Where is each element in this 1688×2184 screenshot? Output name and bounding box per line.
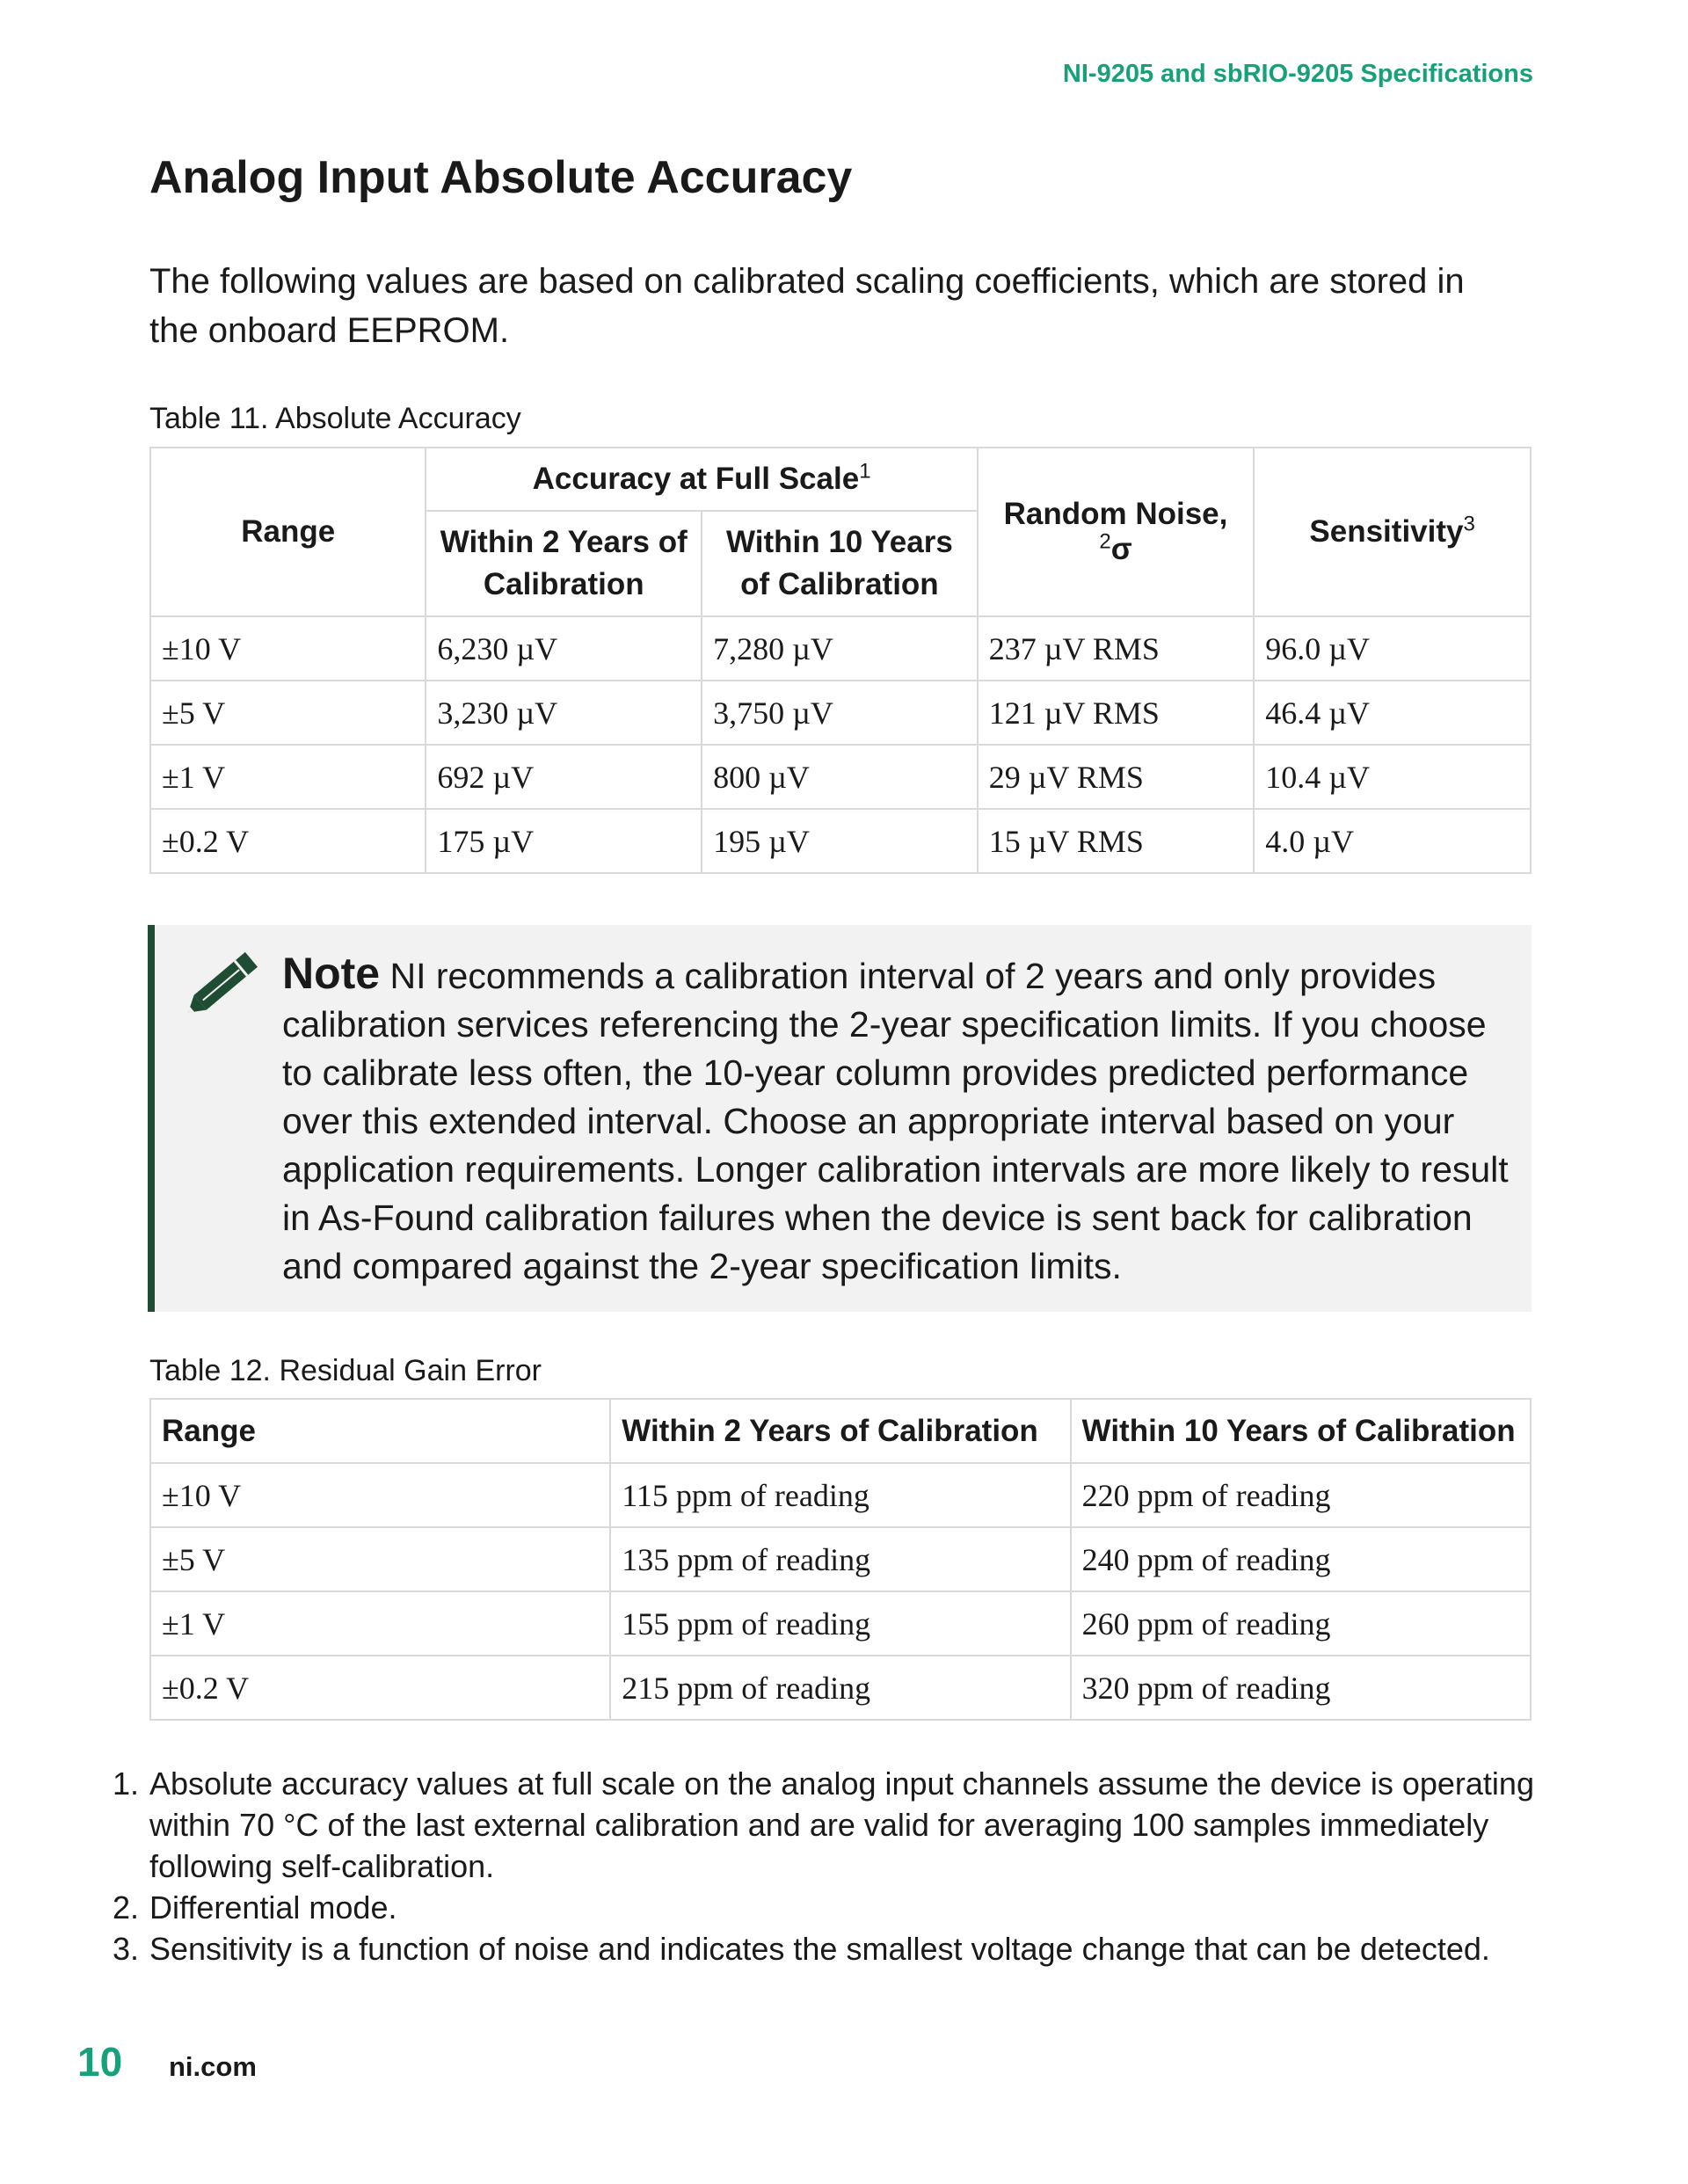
- table-row: [150, 745, 1531, 809]
- cell-sensitivity: 46.4 µV: [1254, 681, 1531, 745]
- footnote-ref-2: 2: [1099, 529, 1111, 554]
- cell-range: ±10 V: [150, 1463, 610, 1527]
- note-callout: [148, 925, 1532, 1312]
- cell-within-10-years: 260 ppm of reading: [1071, 1591, 1531, 1656]
- table-row: [150, 616, 1531, 681]
- cell-range: ±10 V: [150, 616, 426, 681]
- table12-caption: Table 12. Residual Gain Error: [149, 1354, 542, 1387]
- header-sensitivity: Sensitivity$^3$: [1254, 448, 1531, 616]
- document-title: NI-9205 and sbRIO-9205 Specifications: [1062, 60, 1533, 88]
- cell-within-10-years: 195 µV: [702, 809, 978, 873]
- cell-range: ±0.2 V: [150, 809, 426, 873]
- cell-within-10-years: 3,750 µV: [702, 681, 978, 745]
- cell-within-2-years: 135 ppm of reading: [610, 1527, 1070, 1591]
- header-within-2-years: Within 2 Years of Calibration: [426, 511, 702, 616]
- cell-sensitivity: 96.0 µV: [1254, 616, 1531, 681]
- cell-random-noise: 121 µV RMS: [978, 681, 1255, 745]
- cell-within-2-years: 692 µV: [426, 745, 702, 809]
- header-accuracy-full-scale: Accuracy at Full Scale$^1$: [426, 448, 977, 511]
- cell-range: ±0.2 V: [150, 1656, 610, 1720]
- absolute-accuracy-table: [149, 447, 1532, 874]
- footnote-2: 2. Differential mode.: [148, 1887, 1572, 1928]
- cell-range: ±1 V: [150, 745, 426, 809]
- page-number: 10: [77, 2039, 123, 2085]
- table-row: [150, 1591, 1531, 1656]
- table-row: [150, 809, 1531, 873]
- section-title: Analog Input Absolute Accuracy: [149, 152, 853, 203]
- footnote-1: 1. Absolute accuracy values at full scale on the analog input channels assume the device is operating within 70 °C of the last external calibration and are valid for averaging 100 samples immediately following self-calibration.: [148, 1763, 1572, 1887]
- cell-sensitivity: 4.0 µV: [1254, 809, 1531, 873]
- table-row: [150, 1656, 1531, 1720]
- cell-range: ±1 V: [150, 1591, 610, 1656]
- cell-within-2-years: 175 µV: [426, 809, 702, 873]
- header-range: Range: [150, 1399, 610, 1463]
- header-within-2-years: Within 2 Years of Calibration: [610, 1399, 1070, 1463]
- footnote-ref-3: 3: [1463, 512, 1475, 536]
- cell-random-noise: 237 µV RMS: [978, 616, 1255, 681]
- cell-within-2-years: 155 ppm of reading: [610, 1591, 1070, 1656]
- cell-within-10-years: 7,280 µV: [702, 616, 978, 681]
- cell-within-10-years: 220 ppm of reading: [1071, 1463, 1531, 1527]
- note-label: Note: [282, 949, 381, 998]
- table-row: [150, 1527, 1531, 1591]
- cell-within-2-years: 6,230 µV: [426, 616, 702, 681]
- footnotes-list: [106, 1763, 1572, 1969]
- pencil-icon: [174, 935, 271, 1032]
- table11-caption: Table 11. Absolute Accuracy: [149, 402, 521, 435]
- cell-within-10-years: 800 µV: [702, 745, 978, 809]
- footnote-3: 3. Sensitivity is a function of noise and indicates the smallest voltage change that can be detected.: [148, 1928, 1572, 1969]
- header-within-10-years: Within 10 Years of Calibration: [702, 511, 978, 616]
- header-within-10-years: Within 10 Years of Calibration: [1071, 1399, 1531, 1463]
- cell-within-2-years: 215 ppm of reading: [610, 1656, 1070, 1720]
- header-random-noise: Random Noise, $^2$σ: [978, 448, 1255, 616]
- intro-paragraph: The following values are based on calibrated scaling coefficients, which are stored in the onboard EEPROM.: [149, 262, 1465, 350]
- cell-random-noise: 29 µV RMS: [978, 745, 1255, 809]
- cell-random-noise: 15 µV RMS: [978, 809, 1255, 873]
- cell-within-2-years: 115 ppm of reading: [610, 1463, 1070, 1527]
- cell-sensitivity: 10.4 µV: [1254, 745, 1531, 809]
- cell-within-10-years: 240 ppm of reading: [1071, 1527, 1531, 1591]
- residual-gain-error-table: [149, 1398, 1532, 1721]
- table-row: [150, 1463, 1531, 1527]
- table-row: [150, 681, 1531, 745]
- footnote-ref-1: 1: [859, 459, 871, 484]
- cell-within-10-years: 320 ppm of reading: [1071, 1656, 1531, 1720]
- cell-range: ±5 V: [150, 1527, 610, 1591]
- footer-site: ni.com: [169, 2051, 257, 2082]
- cell-within-2-years: 3,230 µV: [426, 681, 702, 745]
- header-range: Range: [150, 448, 426, 616]
- note-text: Note NI recommends a calibration interval of 2 years and only provides calibration services referencing the 2-year specification limits. If you choose to calibrate less often, the 10-year column provides predicted performance over this extended interval. Choose an appropriate interval based on your application requirements. Longer calibration intervals are more likely to result in As-Found calibration failures when the device is sent back for calibration and compared against the 2-year specification limits.: [282, 949, 1509, 1286]
- cell-range: ±5 V: [150, 681, 426, 745]
